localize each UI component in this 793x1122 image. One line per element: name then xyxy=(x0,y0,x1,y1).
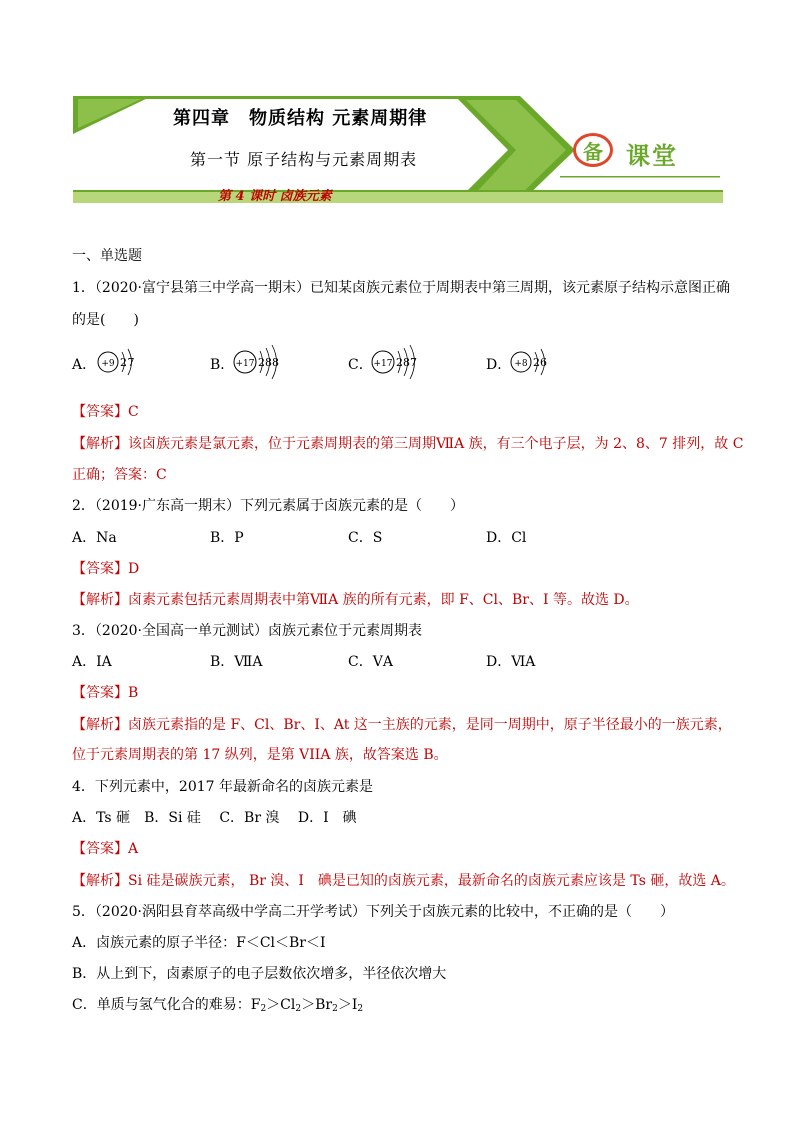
q1-option-a-atom-diagram xyxy=(96,346,166,378)
formula-subscript: 2 xyxy=(357,1004,364,1014)
page-header xyxy=(0,0,793,215)
q5-option-c-prefix: C．单质与氢气化合的难易： xyxy=(72,997,251,1013)
q1-a-shells: 27 xyxy=(120,356,135,369)
q1-stem-line1: 1．（2020·富宁县第三中学高一期末）已知某卤族元素位于周期表中第三周期，该元素原子结构示意图正确 xyxy=(72,280,730,296)
logo-badge xyxy=(573,133,613,167)
q2-analysis xyxy=(72,590,639,610)
section-heading: 一、单选题 xyxy=(72,248,142,264)
q1-c-nucleus: +17 xyxy=(373,359,393,369)
q3-option-a: A．ⅠA xyxy=(72,654,112,670)
q1-option-a-letter: A． xyxy=(72,357,97,373)
q1-option-d-atom-diagram xyxy=(509,346,579,378)
analysis-label: 【解析】 xyxy=(72,717,128,733)
q2-option-a: A．Na xyxy=(72,530,117,546)
q1-stem-line2: 的是( ) xyxy=(72,312,139,328)
section-title: 第一节 原子结构与元素周期表 xyxy=(190,150,418,169)
answer-value: B xyxy=(128,685,139,701)
chapter-title: 第四章 物质结构 元素周期律 xyxy=(173,108,428,129)
answer-value: A xyxy=(128,841,139,857)
q5-option-c xyxy=(72,995,363,1019)
analysis-label: 【解析】 xyxy=(72,873,128,889)
q5-option-a: A．卤族元素的原子半径：F＜Cl＜Br＜I xyxy=(72,935,326,951)
q2-stem: 2．（2019·广东高一期末）下列元素属于卤族元素的是（ ） xyxy=(72,498,464,514)
q2-options xyxy=(72,528,712,548)
formula-part: F xyxy=(250,997,261,1013)
formula-subscript: 2 xyxy=(295,1004,302,1014)
q1-option-b-atom-diagram xyxy=(233,344,313,380)
analysis-text: Si 硅是碳族元素， Br 溴、I 碘是已知的卤族元素，最新命名的卤族元素应该是 Ts 砸，故选 A。 xyxy=(128,873,735,889)
q4-analysis xyxy=(72,871,735,891)
q1-options xyxy=(72,355,712,375)
q1-d-shells: 26 xyxy=(533,356,547,369)
q1-option-c-atom-diagram xyxy=(371,344,451,380)
answer-label: 【答案】 xyxy=(72,404,128,420)
answer-value: D xyxy=(128,561,140,577)
q2-option-d: D．Cl xyxy=(486,530,527,546)
q1-analysis-line1 xyxy=(72,434,743,454)
q1-answer xyxy=(72,402,139,422)
logo-char: 备 xyxy=(583,139,603,164)
answer-label: 【答案】 xyxy=(72,561,128,577)
q2-option-b: B．P xyxy=(210,530,244,546)
q4-options: A．Ts 砸 B．Si 硅 C．Br 溴 D．I 碘 xyxy=(72,810,357,826)
analysis-text: 该卤族元素是氯元素，位于元素周期表的第三周期ⅦA 族，有三个电子层，为 2、8、7 排列，故 C xyxy=(128,436,744,452)
q1-analysis-line2: 正确；答案：C xyxy=(72,467,167,483)
analysis-label: 【解析】 xyxy=(72,592,128,608)
q4-answer xyxy=(72,839,138,859)
q1-b-shells: 288 xyxy=(258,356,279,369)
q1-a-nucleus: +9 xyxy=(101,359,115,369)
q3-stem: 3．（2020·全国高一单元测试）卤族元素位于元素周期表 xyxy=(72,623,422,639)
q3-option-c: C．ⅤA xyxy=(348,654,393,670)
analysis-text: 卤素元素包括元素周期表中第ⅦA 族的所有元素，即 F、Cl、Br、I 等。故选 D。 xyxy=(128,592,639,608)
formula-subscript: 2 xyxy=(260,1004,267,1014)
analysis-label: 【解析】 xyxy=(72,436,128,452)
q3-option-b: B．ⅦA xyxy=(210,654,263,670)
q3-analysis-line2: 位于元素周期表的第 17 纵列，是第 VIIA 族，故答案选 B。 xyxy=(72,747,448,763)
q1-option-b-letter: B． xyxy=(210,357,235,373)
formula-part: ＞I xyxy=(337,997,358,1013)
analysis-text: 卤族元素指的是 F、Cl、Br、I、At 这一主族的元素，是同一周期中，原子半径最小的一族元素， xyxy=(128,717,732,733)
answer-label: 【答案】 xyxy=(72,685,128,701)
formula-part: ＞Br xyxy=(301,997,333,1013)
q1-b-nucleus: +17 xyxy=(235,359,255,369)
q1-d-nucleus: +8 xyxy=(514,359,528,369)
q3-option-d: D．ⅥA xyxy=(486,654,536,670)
q2-option-c: C．S xyxy=(348,530,383,546)
q1-option-d-letter: D． xyxy=(486,357,512,373)
answer-label: 【答案】 xyxy=(72,841,128,857)
q1-option-c-letter: C． xyxy=(348,357,373,373)
q1-c-shells: 287 xyxy=(396,356,417,369)
formula-subscript: 2 xyxy=(332,1004,338,1014)
q2-answer xyxy=(72,559,139,579)
q3-options xyxy=(72,652,712,672)
lesson-title: 第 4 课时 卤族元素 xyxy=(218,189,332,204)
q3-answer xyxy=(72,683,138,703)
logo-text: 课堂 xyxy=(626,141,678,170)
formula-part: ＞Cl xyxy=(266,997,296,1013)
answer-value: C xyxy=(128,404,139,420)
q3-analysis-line1 xyxy=(72,715,732,735)
q5-option-b: B．从上到下，卤素原子的电子层数依次增多，半径依次增大 xyxy=(72,966,447,982)
q5-stem: 5．（2020·涡阳县育萃高级中学高二开学考试）下列关于卤族元素的比较中，不正确的是（ ） xyxy=(72,904,674,920)
q4-stem: 4．下列元素中，2017 年最新命名的卤族元素是 xyxy=(72,779,373,795)
